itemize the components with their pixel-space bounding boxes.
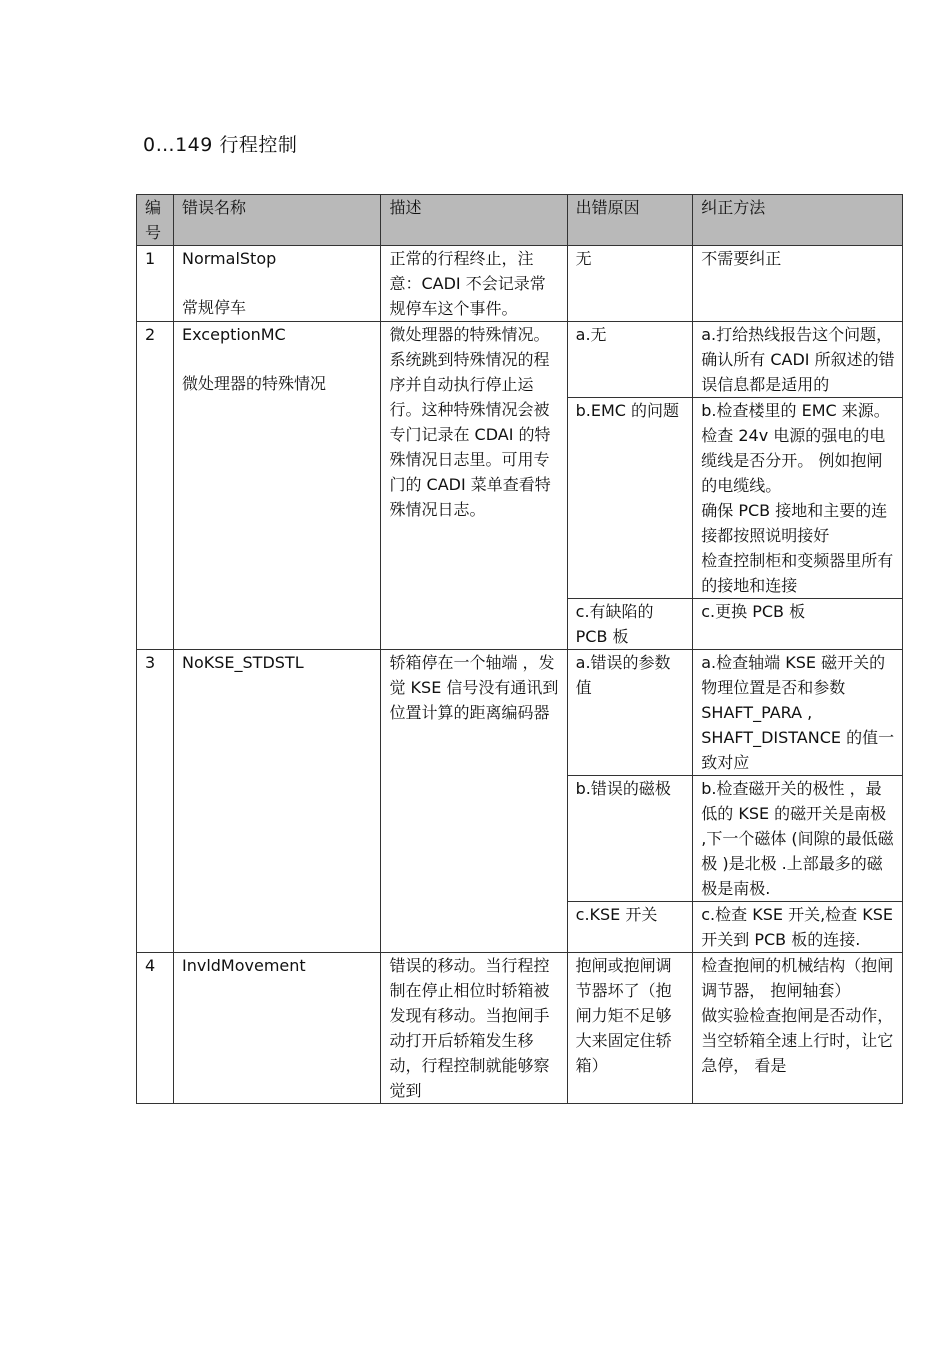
fix: b.检查磁开关的极性 ，最低的 KSE 的磁开关是南极 ,下一个磁体 (间隙的最低磁极 )是北极 .上部最多的磁极是南极. (693, 776, 903, 902)
fix-text (701, 953, 896, 1078)
fix-cell (693, 953, 903, 1104)
error-name-cell (174, 246, 381, 322)
error-name: NormalStop (182, 249, 277, 268)
header-cause: 出错原因 (567, 195, 693, 246)
cause: b.错误的磁极 (567, 776, 693, 902)
cause (567, 953, 693, 1104)
row-number: 1 (137, 246, 174, 322)
fix: c.检查 KSE 开关,检查 KSE 开关到 PCB 板的连接. (693, 902, 903, 953)
cause: a.无 (567, 322, 693, 398)
fix-line: 做实验检查抱闸是否动作，当空轿箱全速上行时，让它急停， 看是 (701, 1006, 894, 1075)
cause: a.错误的参数值 (567, 650, 693, 776)
cause: c.KSE 开关 (567, 902, 693, 953)
cause: b.EMC 的问题 (567, 398, 693, 599)
fix: 不需要纠正 (693, 246, 903, 322)
error-name-cn: 微处理器的特殊情况 (182, 374, 327, 393)
table-row (137, 322, 903, 398)
table-row (137, 953, 903, 1104)
error-table (136, 194, 903, 1104)
header-fix: 纠正方法 (693, 195, 903, 246)
cause: 无 (567, 246, 693, 322)
table-row (137, 650, 903, 776)
description: 微处理器的特殊情况。系统跳到特殊情况的程序并自动执行停止运行。这种特殊情况会被专门记录在 CDAI 的特殊情况日志里。可用专门的 CADI 菜单查看特殊情况日志。 (381, 322, 567, 650)
cause: c.有缺陷的 PCB 板 (567, 599, 693, 650)
description (381, 953, 567, 1104)
fix-line: 检查抱闸的机械结构（抱闸调节器， 抱闸轴套） (701, 956, 894, 1000)
fix: a.打给热线报告这个问题，确认所有 CADI 所叙述的错误信息都是适用的 (693, 322, 903, 398)
fix: a.检查轴端 KSE 磁开关的物理位置是否和参数 SHAFT_PARA , SHAFT_DISTANCE 的值一致对应 (693, 650, 903, 776)
error-name: ExceptionMC (182, 325, 286, 344)
row-number: 4 (137, 953, 174, 1104)
table-row (137, 246, 903, 322)
error-name: InvldMovement (174, 953, 381, 1104)
header-error-name: 错误名称 (174, 195, 381, 246)
error-name: NoKSE_STDSTL (174, 650, 381, 953)
fix: c.更换 PCB 板 (693, 599, 903, 650)
description: 正常的行程终止，注意：CADI 不会记录常规停车这个事件。 (381, 246, 567, 322)
fix-line: 检查 24v 电源的强电的电缆线是否分开。 例如抱闸的电缆线。 (701, 426, 886, 495)
description: 轿箱停在一个轴端 ，发觉 KSE 信号没有通讯到位置计算的距离编码器 (381, 650, 567, 953)
fix-cell (693, 398, 903, 599)
row-number: 3 (137, 650, 174, 953)
fix-line: 检查控制柜和变频器里所有的接地和连接 (701, 551, 894, 595)
fix-line: b.检查楼里的 EMC 来源。 (701, 401, 890, 420)
row-number: 2 (137, 322, 174, 650)
error-name-cn: 常规停车 (182, 298, 247, 317)
cause-text: 抱闸或抱闸调节器坏了（抱闸力矩不足够大来固定住轿箱） (575, 956, 672, 1075)
fix-line: 确保 PCB 接地和主要的连接都按照说明接好 (701, 501, 888, 545)
error-name-cell (174, 322, 381, 650)
header-number: 编号 (137, 195, 174, 246)
description-text: 错误的移动。当行程控制在停止相位时轿箱被发现有移动。当抱闸手动打开后轿箱发生移动，行程控制就能够察觉到 (389, 956, 550, 1100)
section-heading: 0…149 行程控制 (143, 134, 298, 156)
header-description: 描述 (381, 195, 567, 246)
table-header-row (137, 195, 903, 246)
